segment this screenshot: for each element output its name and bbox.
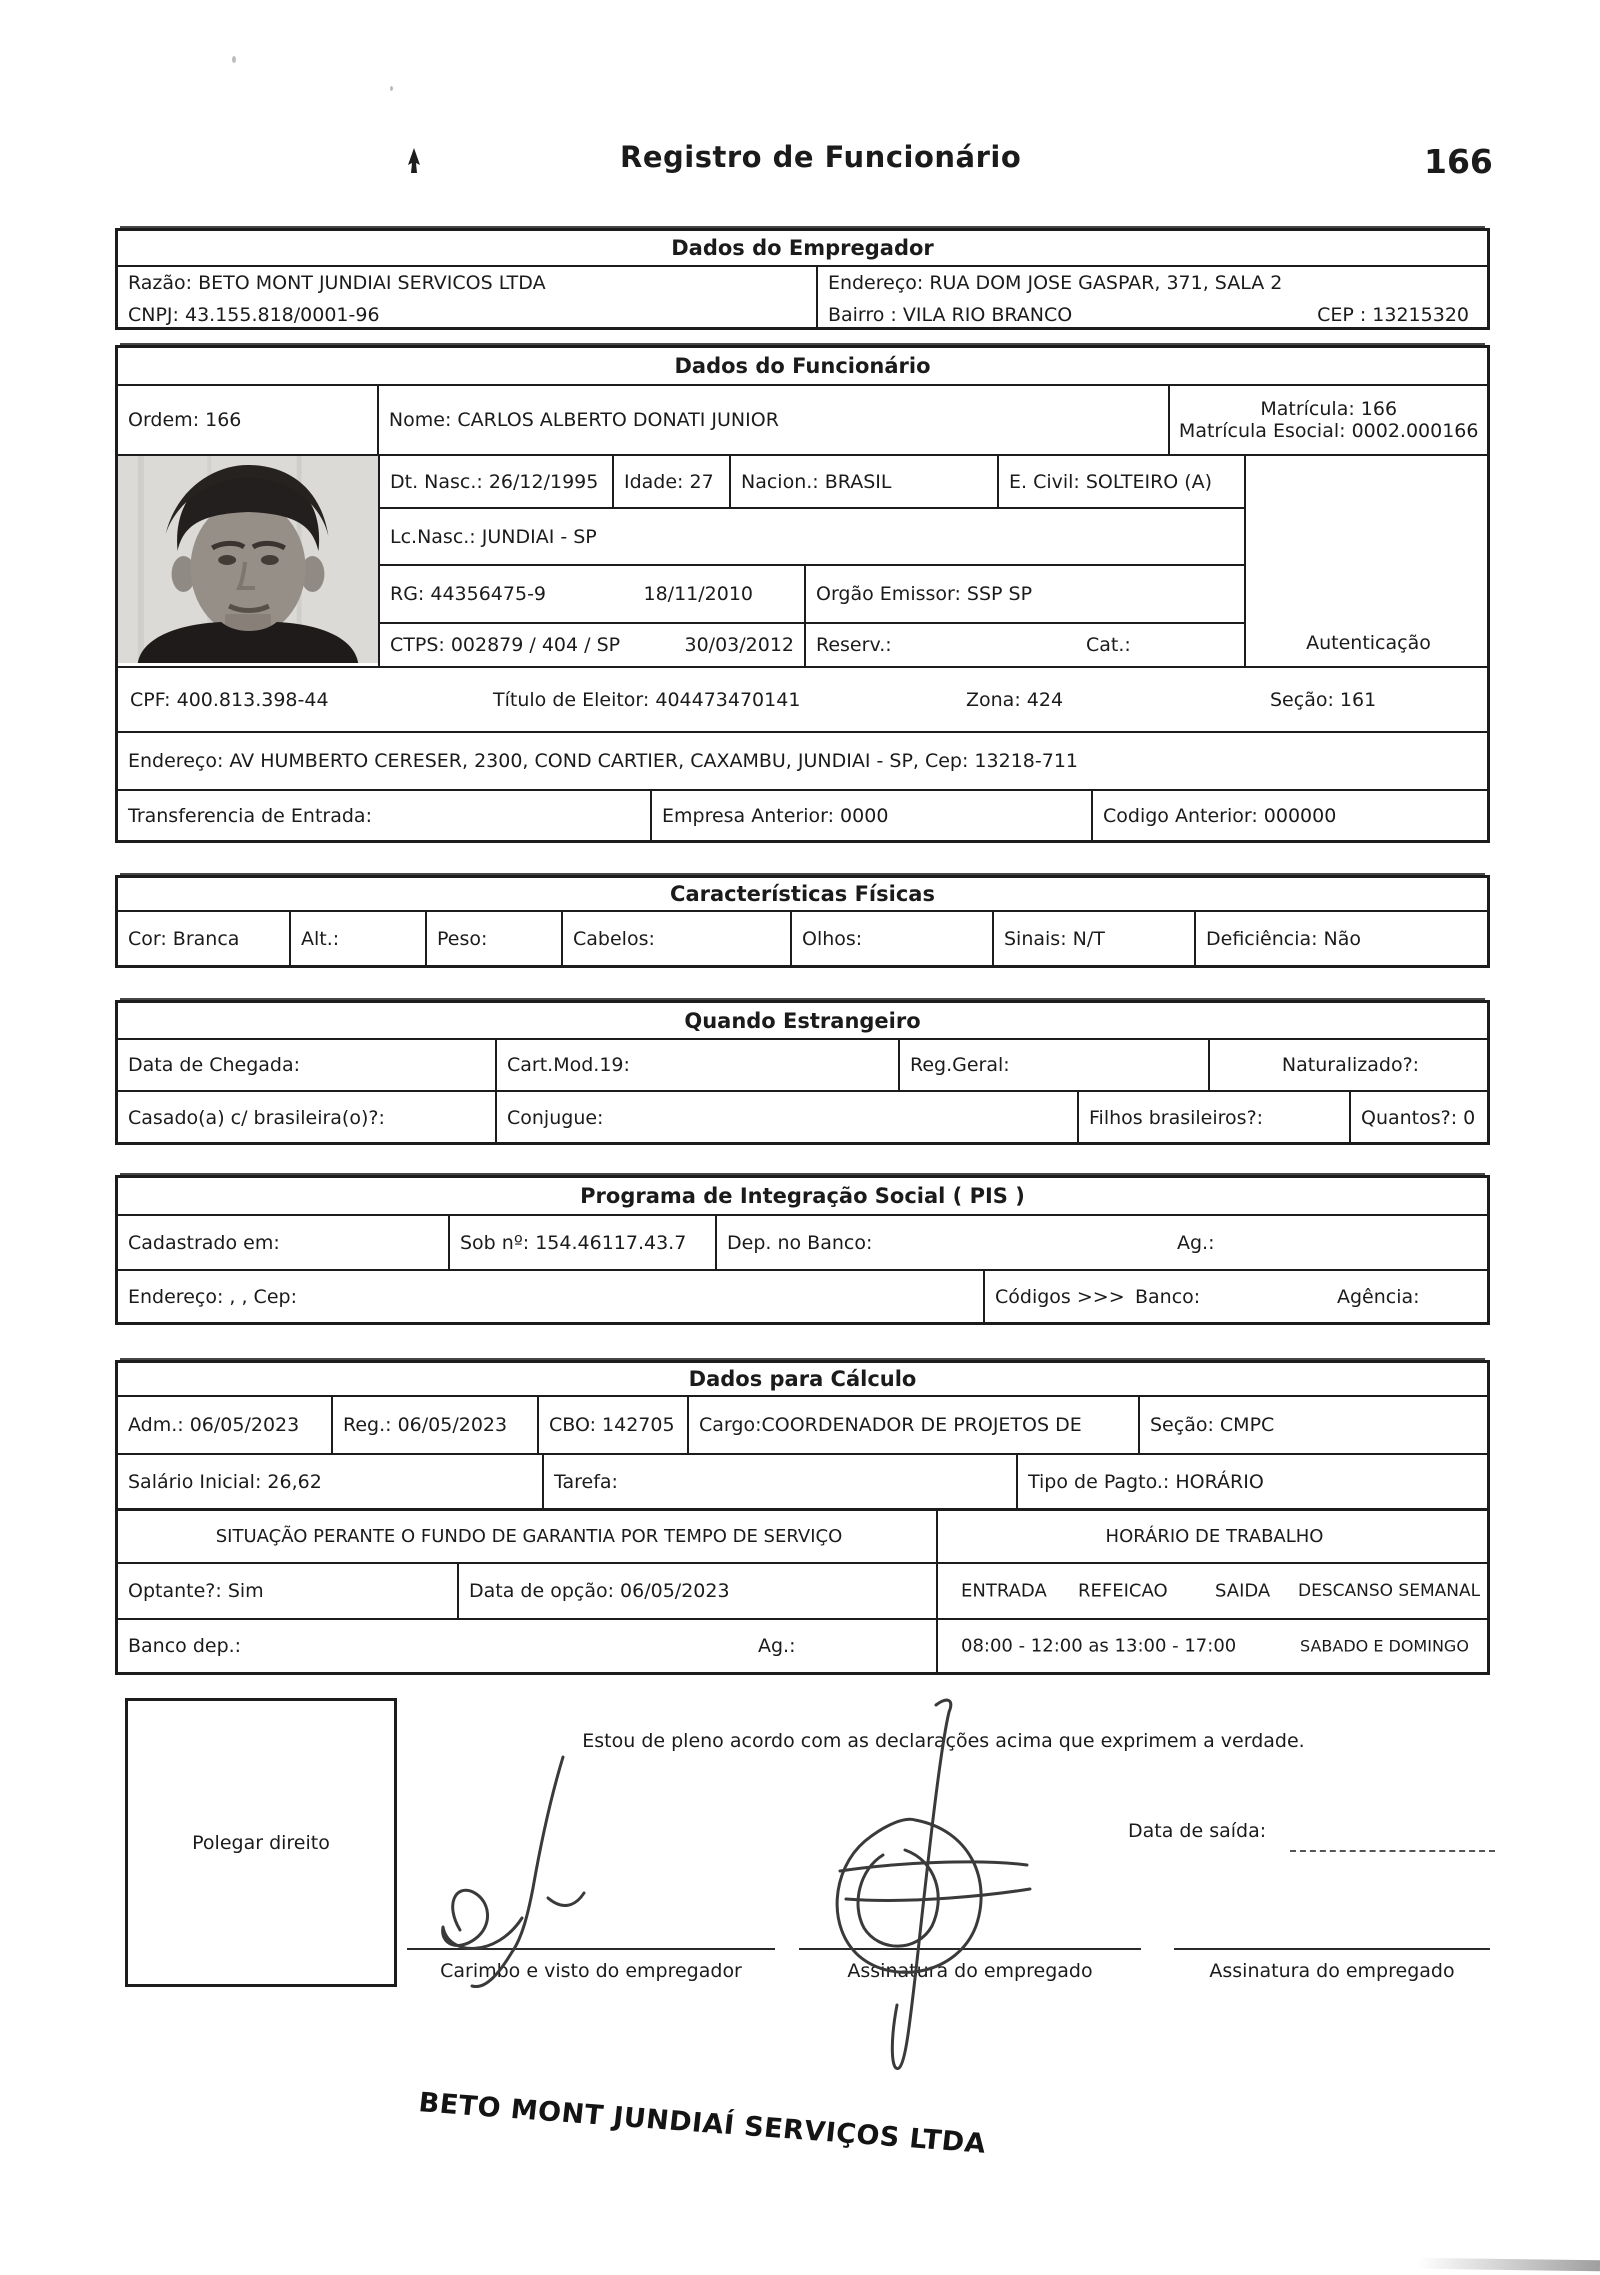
field-endereco-empregador: Endereço: RUA DOM JOSE GASPAR, 371, SALA 2 xyxy=(827,272,1283,294)
field-altura: Alt.: xyxy=(291,912,427,965)
field-conjugue: Conjugue: xyxy=(497,1092,1079,1143)
field-matricula: Matrícula: 166 xyxy=(1260,398,1398,420)
field-agencia-deposito: Ag.: xyxy=(758,1634,796,1657)
horario-header: HORÁRIO DE TRABALHO xyxy=(938,1511,1487,1564)
page-title: Registro de Funcionário xyxy=(620,140,1022,174)
field-nome: Nome: CARLOS ALBERTO DONATI JUNIOR xyxy=(379,386,1171,454)
section-caracteristicas-fisicas xyxy=(115,875,1490,968)
field-naturalizado: Naturalizado?: xyxy=(1281,1054,1420,1076)
section-title: Dados para Cálculo xyxy=(118,1363,1487,1397)
field-reservista: Reserv.: xyxy=(816,634,892,656)
exit-date-label: Data de saída: xyxy=(1128,1820,1267,1842)
field-data-nascimento: Dt. Nasc.: 26/12/1995 xyxy=(380,456,614,507)
label-codigos: Códigos >>> xyxy=(995,1286,1125,1308)
field-casado-brasileira: Casado(a) c/ brasileira(o)?: xyxy=(118,1092,497,1143)
section-dados-funcionario xyxy=(115,345,1490,843)
col-saida: SAIDA xyxy=(1215,1580,1271,1602)
field-secao-eleitoral: Seção: 161 xyxy=(1270,688,1377,711)
field-razao-social: Razão: BETO MONT JUNDIAI SERVICOS LTDA xyxy=(128,272,546,294)
agreement-statement: Estou de pleno acordo com as declarações acima que exprimem a verdade. xyxy=(582,1730,1305,1752)
section-dados-calculo xyxy=(115,1360,1490,1675)
col-refeicao: REFEICAO xyxy=(1078,1580,1168,1602)
fgts-header: SITUAÇÃO PERANTE O FUNDO DE GARANTIA POR TEMPO DE SERVIÇO xyxy=(118,1511,936,1564)
field-cep: CEP : 13215320 xyxy=(1317,303,1469,326)
employee-signature-label: Assinatura do empregado xyxy=(847,1960,1093,1982)
field-ctps-data: 30/03/2012 xyxy=(684,634,794,656)
employer-signature-label: Carimbo e visto do empregador xyxy=(440,1960,742,1982)
thumbprint-label: Polegar direito xyxy=(192,1831,330,1854)
scan-artifact xyxy=(1418,2258,1600,2272)
field-agencia-pis: Ag.: xyxy=(1177,1231,1215,1254)
field-cpf: CPF: 400.813.398-44 xyxy=(130,688,329,711)
section-pis xyxy=(115,1175,1490,1325)
field-bairro: Bairro : VILA RIO BRANCO xyxy=(827,303,1073,326)
field-empresa-anterior: Empresa Anterior: 0000 xyxy=(652,791,1093,841)
field-endereco-funcionario: Endereço: AV HUMBERTO CERESER, 2300, COND CARTIER, CAXAMBU, JUNDIAI - SP, Cep: 13218-711 xyxy=(128,750,1078,772)
field-orgao-emissor: Orgão Emissor: SSP SP xyxy=(816,583,1033,605)
section-title: Características Físicas xyxy=(118,878,1487,912)
field-nacionalidade: Nacion.: BRASIL xyxy=(731,456,999,507)
field-sinais: Sinais: N/T xyxy=(994,912,1196,965)
field-data-opcao: Data de opção: 06/05/2023 xyxy=(469,1580,730,1602)
field-estado-civil: E. Civil: SOLTEIRO (A) xyxy=(1009,470,1213,493)
field-banco-deposito: Banco dep.: xyxy=(128,1634,242,1657)
employee-photo xyxy=(118,456,380,666)
field-cbo: CBO: 142705 xyxy=(539,1397,689,1453)
field-salario-inicial: Salário Inicial: 26,62 xyxy=(118,1455,544,1508)
scan-speck xyxy=(232,56,236,63)
col-entrada: ENTRADA xyxy=(961,1580,1047,1602)
ink-arrow-mark-icon xyxy=(406,148,422,174)
field-cart-mod19: Cart.Mod.19: xyxy=(497,1040,900,1090)
company-stamp: BETO MONT JUNDIAÍ SERVIÇOS LTDA xyxy=(417,2087,988,2160)
field-transferencia: Transferencia de Entrada: xyxy=(118,791,652,841)
field-data-chegada: Data de Chegada: xyxy=(118,1040,497,1090)
field-local-nascimento: Lc.Nasc.: JUNDIAI - SP xyxy=(390,525,597,548)
field-agencia2-pis: Agência: xyxy=(1337,1286,1420,1308)
field-registro: Reg.: 06/05/2023 xyxy=(333,1397,539,1453)
field-reg-geral: Reg.Geral: xyxy=(900,1040,1210,1090)
field-autenticacao: Autenticação xyxy=(1306,632,1431,654)
thumbprint-box xyxy=(125,1698,397,1987)
field-idade: Idade: 27 xyxy=(614,456,731,507)
field-tipo-pagamento: Tipo de Pagto.: HORÁRIO xyxy=(1028,1470,1264,1493)
field-banco-pis: Banco: xyxy=(1135,1286,1201,1308)
field-rg-data: 18/11/2010 xyxy=(643,583,753,605)
field-zona: Zona: 424 xyxy=(966,688,1064,711)
field-filhos-brasileiros: Filhos brasileiros?: xyxy=(1079,1092,1351,1143)
field-pis-numero: Sob nº: 154.46117.43.7 xyxy=(450,1216,717,1269)
scan-speck xyxy=(390,86,393,91)
employee-signature-label-2: Assinatura do empregado xyxy=(1209,1960,1455,1982)
field-olhos: Olhos: xyxy=(792,912,994,965)
section-title: Quando Estrangeiro xyxy=(118,1003,1487,1040)
field-cadastrado-em: Cadastrado em: xyxy=(118,1216,450,1269)
field-tarefa: Tarefa: xyxy=(544,1455,1018,1508)
field-matricula-esocial: Matrícula Esocial: 0002.000166 xyxy=(1178,420,1479,442)
field-dep-banco: Dep. no Banco: xyxy=(727,1231,873,1254)
field-cargo: Cargo:COORDENADOR DE PROJETOS DE xyxy=(689,1397,1140,1453)
field-ordem: Ordem: 166 xyxy=(118,386,379,454)
field-admissao: Adm.: 06/05/2023 xyxy=(118,1397,333,1453)
page-number: 166 xyxy=(1424,142,1493,181)
field-cabelos: Cabelos: xyxy=(563,912,792,965)
field-codigo-anterior: Codigo Anterior: 000000 xyxy=(1103,805,1337,827)
employee-signature-line-2 xyxy=(1174,1948,1490,1950)
field-quantos-filhos: Quantos?: 0 xyxy=(1361,1106,1476,1129)
field-titulo-eleitor: Título de Eleitor: 404473470141 xyxy=(493,688,801,711)
field-cnpj: CNPJ: 43.155.818/0001-96 xyxy=(128,303,380,326)
field-secao-trabalho: Seção: CMPC xyxy=(1150,1414,1275,1436)
field-endereco-pis: Endereço: , , Cep: xyxy=(118,1271,985,1323)
section-dados-empregador xyxy=(115,228,1490,330)
field-descanso-valor: SABADO E DOMINGO xyxy=(1300,1636,1469,1655)
field-ctps: CTPS: 002879 / 404 / SP xyxy=(390,634,621,656)
section-title: Dados do Empregador xyxy=(118,231,1487,267)
field-horario-valor: 08:00 - 12:00 as 13:00 - 17:00 xyxy=(961,1635,1237,1656)
section-title: Dados do Funcionário xyxy=(118,348,1487,386)
field-deficiencia: Deficiência: Não xyxy=(1206,927,1362,950)
field-optante: Optante?: Sim xyxy=(118,1564,459,1618)
section-quando-estrangeiro xyxy=(115,1000,1490,1145)
col-descanso: DESCANSO SEMANAL xyxy=(1298,1581,1481,1601)
exit-date-line xyxy=(1290,1850,1495,1852)
field-categoria: Cat.: xyxy=(1086,634,1131,656)
field-peso: Peso: xyxy=(427,912,563,965)
handwritten-signatures xyxy=(400,1690,1160,2090)
section-title: Programa de Integração Social ( PIS ) xyxy=(118,1178,1487,1216)
field-rg: RG: 44356475-9 xyxy=(390,583,547,605)
field-cor: Cor: Branca xyxy=(118,912,291,965)
